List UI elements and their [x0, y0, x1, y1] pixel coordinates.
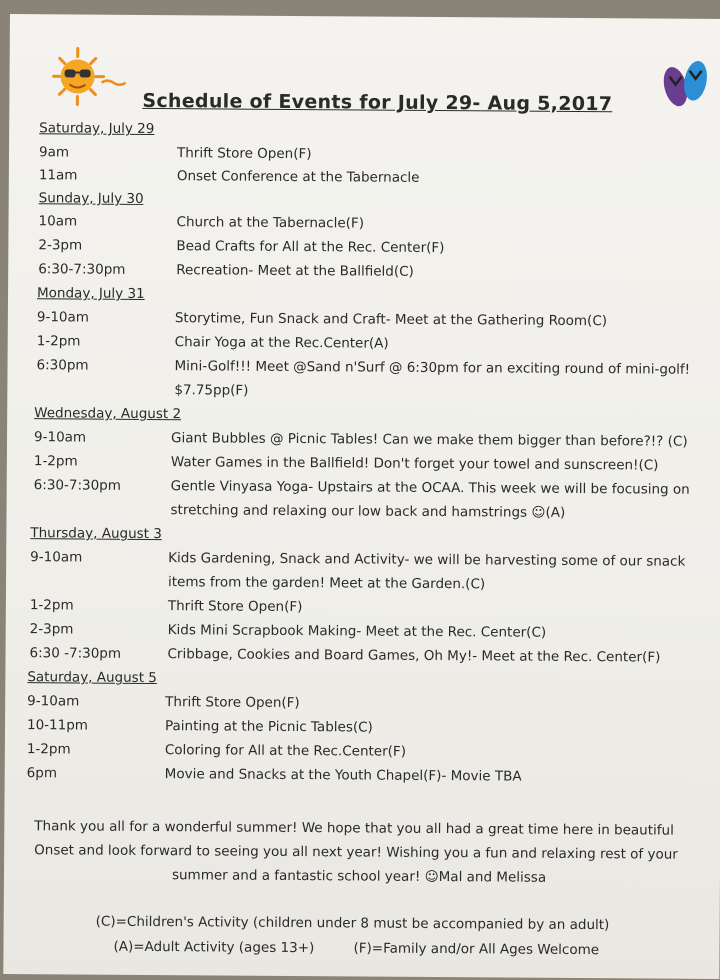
event-time: 10-11pm: [27, 716, 88, 734]
event-continuation: stretching and relaxing our low back and hamstrings ☺(A): [170, 501, 565, 522]
sun-with-sunglasses-icon: [45, 44, 135, 109]
event-time: 9-10am: [34, 428, 86, 446]
event-text: Kids Mini Scrapbook Making- Meet at the Rec. Center(C): [168, 621, 547, 642]
event-text: Bead Crafts for All at the Rec. Center(F): [176, 237, 444, 257]
closing-line: Thank you all for a wonderful summer! We hope that you all had a great time here in beautiful: [34, 814, 714, 843]
event-continuation: $7.75pp(F): [174, 381, 248, 400]
legend-children: (C)=Children's Activity (children under 8 must be accompanied by an adult): [96, 914, 610, 934]
event-text: Thrift Store Open(F): [165, 693, 300, 712]
day-heading: Monday, July 31: [37, 284, 145, 303]
event-time: 2-3pm: [30, 620, 74, 638]
event-time: 6:30pm: [36, 356, 88, 374]
event-time: 6:30-7:30pm: [34, 476, 121, 495]
event-text: Cribbage, Cookies and Board Games, Oh My!- Meet at the Rec. Center(F): [167, 645, 660, 666]
event-time: 9am: [39, 143, 69, 161]
event-text: Church at the Tabernacle(F): [176, 213, 364, 232]
event-time: 9-10am: [30, 548, 82, 566]
event-time: 2-3pm: [38, 236, 82, 254]
event-time: 11am: [39, 166, 78, 184]
closing-line: Onset and look forward to seeing you all next year! Wishing you a fun and relaxing rest of your: [34, 838, 714, 867]
day-heading: Wednesday, August 2: [34, 404, 181, 423]
event-text: Mini-Golf!!! Meet @Sand n'Surf @ 6:30pm for an exciting round of mini-golf!: [174, 357, 690, 379]
event-time: 1-2pm: [37, 332, 81, 350]
event-time: 10am: [38, 212, 77, 230]
event-time: 9-10am: [27, 692, 79, 710]
event-text: Onset Conference at the Tabernacle: [177, 167, 420, 187]
event-text: Thrift Store Open(F): [168, 597, 303, 616]
flip-flops-icon: [657, 55, 713, 113]
page-title: Schedule of Events for July 29- Aug 5,2017: [142, 90, 642, 115]
event-text: Chair Yoga at the Rec.Center(A): [175, 333, 389, 352]
event-time: 1-2pm: [30, 596, 74, 614]
event-time: 1-2pm: [34, 452, 78, 470]
event-time: 9-10am: [37, 308, 89, 326]
day-heading: Thursday, August 3: [30, 524, 162, 543]
event-text: Gentle Vinyasa Yoga- Upstairs at the OCAA. This week we will be focusing on: [171, 477, 690, 499]
legend-adult: (A)=Adult Activity (ages 13+): [113, 939, 314, 956]
day-heading: Saturday, July 29: [39, 119, 154, 138]
event-text: Movie and Snacks at the Youth Chapel(F)- Movie TBA: [165, 765, 522, 785]
event-time: 6pm: [27, 764, 57, 782]
event-text: Kids Gardening, Snack and Activity- we will be harvesting some of our snack: [168, 549, 685, 571]
event-text: Thrift Store Open(F): [177, 144, 312, 163]
closing-line: summer and a fantastic school year! ☺Mal and Melissa: [172, 863, 720, 892]
event-text: Storytime, Fun Snack and Craft- Meet at the Gathering Room(C): [175, 309, 607, 330]
day-heading: Sunday, July 30: [39, 189, 144, 208]
event-text: Recreation- Meet at the Ballfield(C): [176, 261, 414, 281]
event-time: 1-2pm: [27, 740, 71, 758]
event-time: 6:30-7:30pm: [38, 260, 125, 279]
event-text: Painting at the Picnic Tables(C): [165, 717, 373, 736]
event-text: Water Games in the Ballfield! Don't forget your towel and sunscreen!(C): [171, 453, 659, 474]
schedule-flyer: [3, 14, 720, 979]
event-time: 6:30 -7:30pm: [29, 644, 121, 663]
legend-family: (F)=Family and/or All Ages Welcome: [353, 940, 599, 958]
event-text: Giant Bubbles @ Picnic Tables! Can we make them bigger than before?!? (C): [171, 429, 688, 451]
event-continuation: items from the garden! Meet at the Garden.(C): [168, 573, 485, 593]
day-heading: Saturday, August 5: [27, 668, 157, 687]
event-text: Coloring for All at the Rec.Center(F): [165, 741, 406, 761]
